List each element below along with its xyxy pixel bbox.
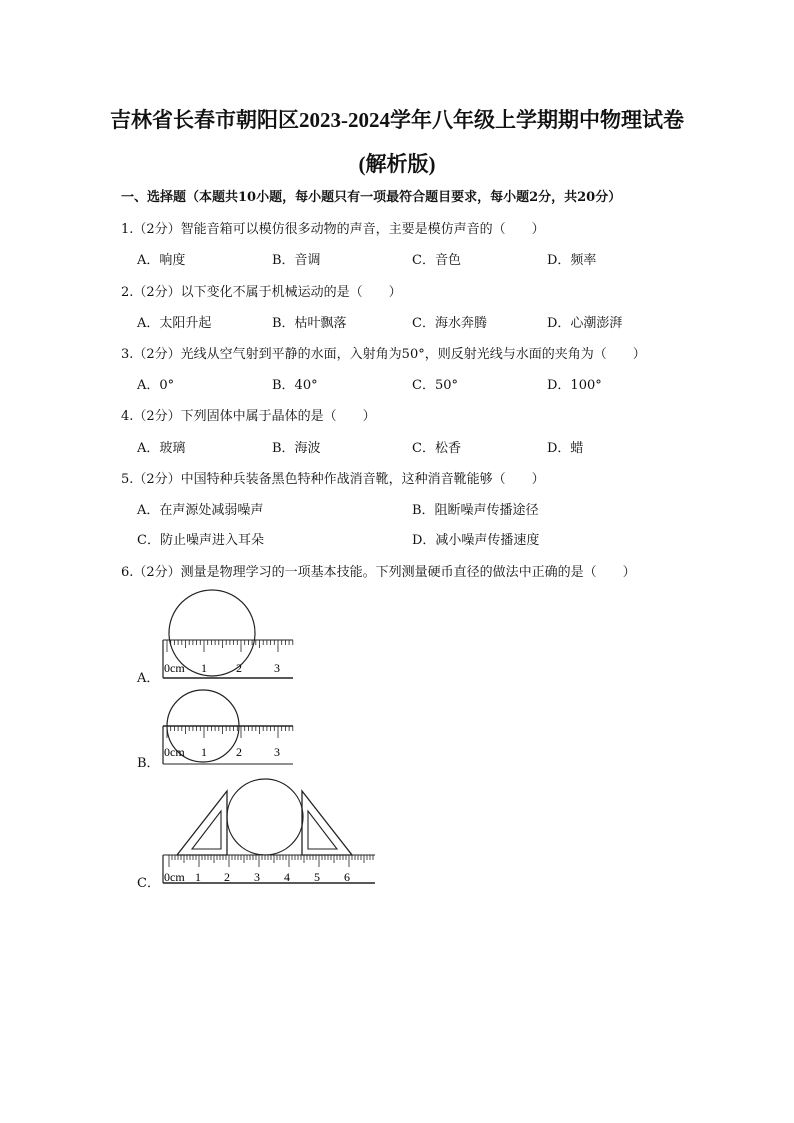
q5-option-d[interactable]: D．减小噪声传播速度 xyxy=(412,533,540,548)
page-title: 吉林省长春市朝阳区2023-2024学年八年级上学期期中物理试卷 xyxy=(110,108,684,132)
page-subtitle: (解析版) xyxy=(358,152,436,176)
q5-option-a[interactable]: A．在声源处减弱噪声 xyxy=(137,503,264,518)
q1-option-d[interactable]: D．频率 xyxy=(547,253,597,268)
ruler-label-1: 1 xyxy=(201,745,207,759)
question-4: 4.（2分）下列固体中属于晶体的是（ ） xyxy=(121,409,376,424)
ruler-label-2: 2 xyxy=(224,870,230,884)
question-5: 5.（2分）中国特种兵装备黑色特种作战消音靴，这种消音靴能够（ ） xyxy=(121,472,545,487)
q4-option-a[interactable]: A．玻璃 xyxy=(137,441,186,456)
q4-option-b[interactable]: B．海波 xyxy=(272,441,321,456)
q3-option-b[interactable]: B．40° xyxy=(272,378,318,393)
ruler-label-2: 2 xyxy=(236,661,242,675)
figure-b xyxy=(155,688,300,768)
question-1: 1.（2分）智能音箱可以模仿很多动物的声音，主要是模仿声音的（ ） xyxy=(121,222,545,237)
section-heading: 一、选择题（本题共10小题，每小题只有一项最符合题目要求，每小题2分，共20分） xyxy=(121,190,622,205)
left-triangle-ruler xyxy=(177,791,227,855)
ruler-label-1: 1 xyxy=(195,870,201,884)
question-3: 3.（2分）光线从空气射到平静的水面，入射角为50°，则反射光线与水面的夹角为（ ） xyxy=(121,347,646,362)
q6-option-c[interactable]: C． xyxy=(137,876,160,891)
ruler-label-4: 4 xyxy=(284,870,290,884)
ruler-label-2: 2 xyxy=(236,745,242,759)
q6-option-a[interactable]: A． xyxy=(137,671,160,686)
ruler-label-0cm: 0cm xyxy=(164,870,185,884)
q2-option-d[interactable]: D．心潮澎湃 xyxy=(547,316,623,331)
figure-a xyxy=(155,585,300,685)
ruler-label-6: 6 xyxy=(344,870,350,884)
right-triangle-ruler xyxy=(302,791,352,855)
ruler-label-3: 3 xyxy=(274,745,280,759)
question-2: 2.（2分）以下变化不属于机械运动的是（ ） xyxy=(121,285,402,300)
q6-option-b[interactable]: B． xyxy=(137,756,160,771)
q2-option-b[interactable]: B．枯叶飘落 xyxy=(272,316,347,331)
ruler-label-0cm: 0cm xyxy=(164,745,185,759)
q2-option-c[interactable]: C．海水奔腾 xyxy=(412,316,487,331)
ruler-label-3: 3 xyxy=(254,870,260,884)
q1-option-c[interactable]: C．音色 xyxy=(412,253,461,268)
ruler-label-5: 5 xyxy=(314,870,320,884)
q5-option-b[interactable]: B．阻断噪声传播途径 xyxy=(412,503,539,518)
figure-c xyxy=(155,775,385,890)
ruler-label-0cm: 0cm xyxy=(164,661,185,675)
q4-option-d[interactable]: D．蜡 xyxy=(547,441,584,456)
q3-option-d[interactable]: D．100° xyxy=(547,378,602,393)
question-6: 6.（2分）测量是物理学习的一项基本技能。下列测量硬币直径的做法中正确的是（ ） xyxy=(121,565,636,580)
q1-option-b[interactable]: B．音调 xyxy=(272,253,321,268)
ruler-label-1: 1 xyxy=(201,661,207,675)
q1-option-a[interactable]: A．响度 xyxy=(137,253,186,268)
coin xyxy=(227,779,303,855)
q5-option-c[interactable]: C．防止噪声进入耳朵 xyxy=(137,533,264,548)
ruler-label-3: 3 xyxy=(274,661,280,675)
q2-option-a[interactable]: A．太阳升起 xyxy=(137,316,212,331)
q3-option-a[interactable]: A．0° xyxy=(137,378,175,393)
q4-option-c[interactable]: C．松香 xyxy=(412,441,461,456)
q3-option-c[interactable]: C．50° xyxy=(412,378,458,393)
